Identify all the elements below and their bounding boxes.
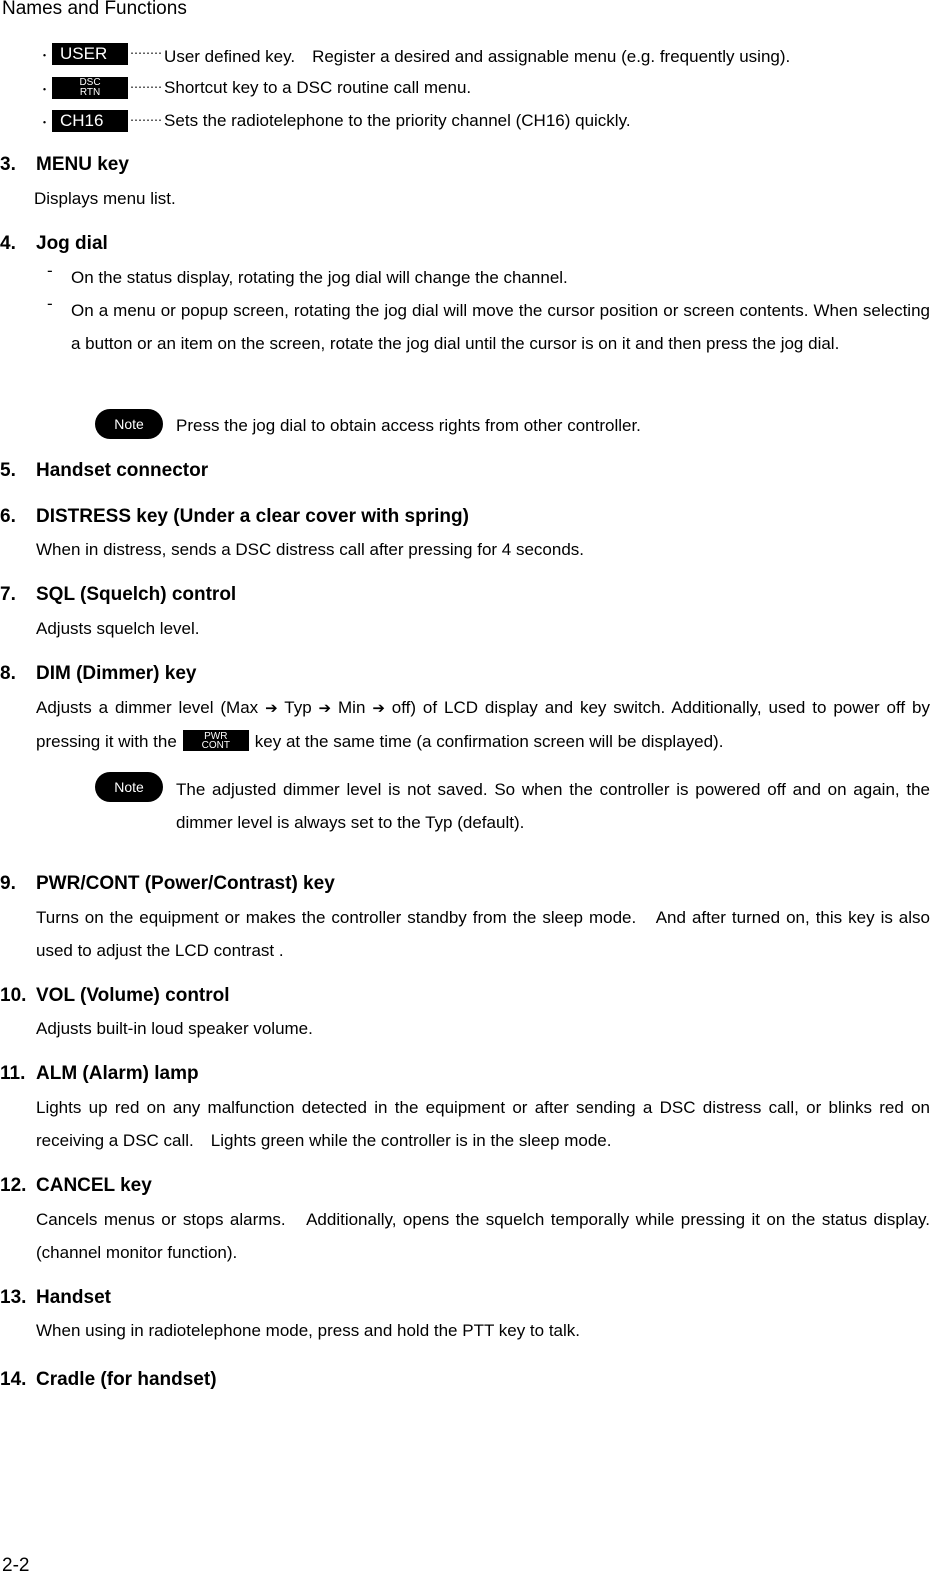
section-9-body: Turns on the equipment or makes the controller standby from the sleep mode. And after turned on, this key is also used to adjust the LCD contrast . [36,908,930,960]
note-badge: Note [95,409,163,439]
body-text: off) of LCD display and key switch. Additionally, used to power off by pressing it with the [36,698,930,751]
note-badge: Note [95,772,163,802]
section-number: 7. [0,584,16,605]
section-3-body: Displays menu list. [34,189,176,208]
user-key-icon [52,43,128,65]
dsc-rtn-key-icon [52,77,128,99]
section-title: VOL (Volume) control [36,985,230,1006]
section-11-body: Lights up red on any malfunction detected in the equipment or after sending a DSC distress call, or blinks red on receiving a DSC call. Lights green while the controller is in the sleep mode. [36,1098,930,1150]
section-12-heading [0,1175,152,1197]
section-7-heading [0,584,236,606]
section-10-body: Adjusts built-in loud speaker volume. [36,1019,313,1038]
section-6-heading [0,506,469,528]
section-title: ALM (Alarm) lamp [36,1063,199,1084]
section-11-heading [0,1063,199,1085]
arrow-right-icon: ➔ [318,700,332,717]
list-dash: - [47,294,53,313]
leader-dots: ‥‥‥‥ [130,77,163,91]
page-header: Names and Functions [2,0,187,19]
key-row-user [38,41,790,67]
section-number: 5. [0,460,16,481]
key-row-ch16 [38,108,631,134]
dsc-rtn-key-label-line2: RTN [79,87,101,98]
section-title: DISTRESS key (Under a clear cover with spring) [36,506,469,527]
key-label-line1: PWR [204,730,228,742]
section-title: SQL (Squelch) control [36,584,237,605]
body-text: Typ [284,698,312,717]
section-3-heading [0,154,129,176]
bullet: ・ [38,81,52,97]
section-13-body: When using in radiotelephone mode, press and hold the PTT key to talk. [36,1321,581,1340]
section-13-heading [0,1287,111,1309]
section-8-body [36,691,930,758]
section-number: 14. [0,1369,27,1390]
section-number: 11. [0,1063,26,1084]
section-title: PWR/CONT (Power/Contrast) key [36,873,335,894]
arrow-right-icon: ➔ [265,700,278,717]
leader-dots: ‥‥‥‥ [130,110,163,124]
arrow-right-icon: ➔ [372,700,385,717]
section-number: 13. [0,1287,27,1308]
ch16-key-icon [52,110,128,132]
section-title: MENU key [36,154,129,175]
section-title: Handset connector [36,460,209,481]
page-number: 2-2 [2,1555,30,1576]
list-item: On a menu or popup screen, rotating the jog dial will move the cursor position or screen contents. When selecting a button or an item on the screen, rotate the jog dial until the cursor is on it and then press the jog dial. [71,301,930,353]
section-8-heading [0,663,197,685]
bullet: ・ [38,47,52,63]
body-text: Adjusts a dimmer level (Max [36,698,259,717]
body-text: Min [338,698,366,717]
note-text: Press the jog dial to obtain access rights from other controller. [176,416,641,435]
section-number: 12. [0,1175,27,1196]
section-9-heading [0,873,335,895]
section-7-body: Adjusts squelch level. [36,619,200,638]
note-text: The adjusted dimmer level is not saved. So when the controller is powered off and on again, the dimmer level is always set to the Typ (default). [176,780,930,832]
section-title: DIM (Dimmer) key [36,663,197,684]
bullet: ・ [38,114,52,130]
section-12-body: Cancels menus or stops alarms. Additionally, opens the squelch temporally while pressing it on the status display. (channel monitor function). [36,1210,930,1262]
section-number: 9. [0,873,16,894]
section-title: Jog dial [36,233,108,254]
dsc-rtn-key-description: Shortcut key to a DSC routine call menu. [164,78,472,97]
leader-dots: ‥‥‥‥ [130,43,163,57]
user-key-description: User defined key. Register a desired and assignable menu (e.g. frequently using). [164,46,791,66]
list-item: On the status display, rotating the jog dial will change the channel. [71,268,568,287]
ch16-key-label: CH16 [60,111,104,130]
section-5-heading [0,460,208,482]
section-4-heading [0,233,108,255]
section-title: Cradle (for handset) [36,1369,217,1390]
dsc-rtn-key-label-line1: DSC [79,77,101,88]
body-text: key at the same time (a confirmation screen will be displayed). [254,732,724,751]
section-10-heading [0,985,230,1007]
list-dash: - [47,261,53,280]
section-14-heading [0,1369,217,1391]
section-6-body: When in distress, sends a DSC distress call after pressing for 4 seconds. [36,540,585,559]
pwr-cont-key-icon [183,730,249,751]
section-number: 6. [0,506,16,527]
section-title: Handset [36,1287,111,1308]
key-label-line2: CONT [201,739,230,751]
section-number: 8. [0,663,16,684]
section-title: CANCEL key [36,1175,152,1196]
key-row-dsc-rtn [38,75,471,101]
section-number: 10. [0,985,27,1006]
user-key-label: USER [60,44,108,63]
ch16-key-description: Sets the radiotelephone to the priority channel (CH16) quickly. [164,111,631,130]
section-number: 4. [0,233,16,254]
section-number: 3. [0,154,16,175]
